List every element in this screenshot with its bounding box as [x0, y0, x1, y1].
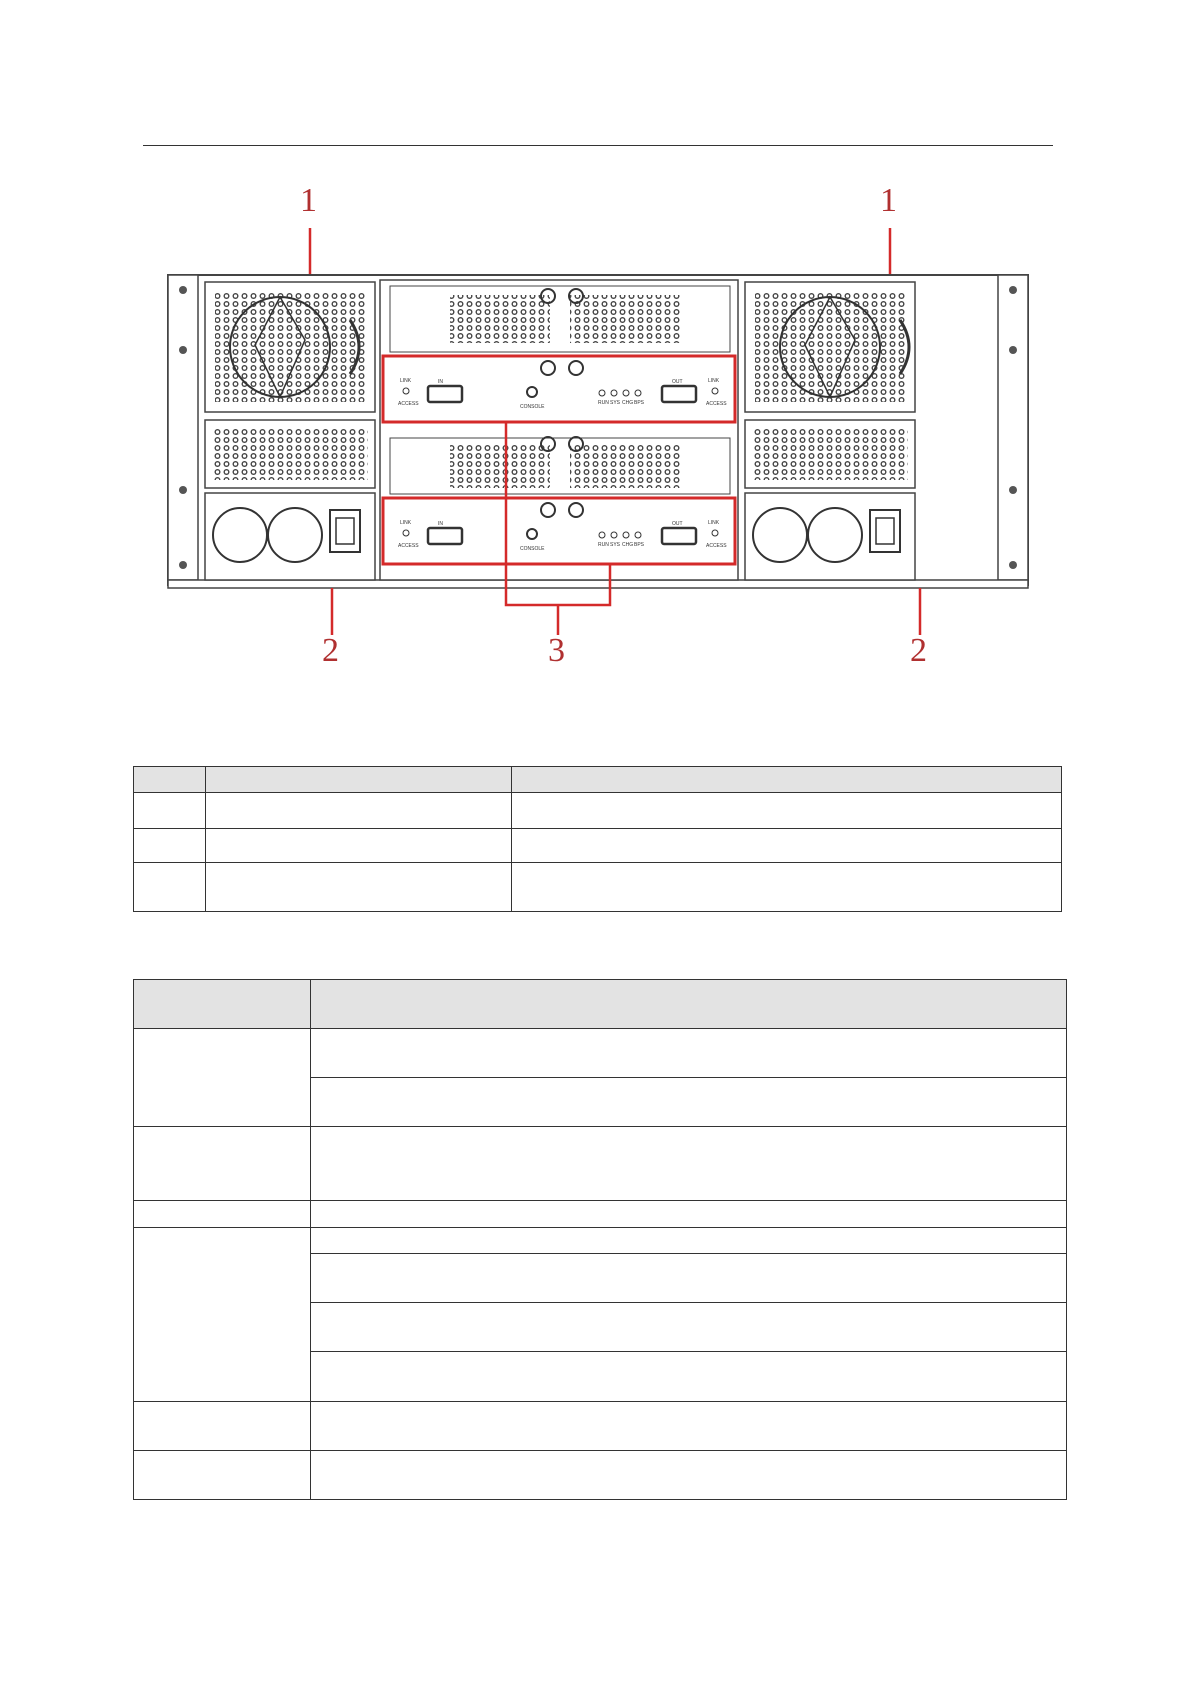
out-port-label: OUT	[672, 379, 683, 385]
table1-header-desc	[512, 767, 1062, 793]
table-row	[134, 829, 1062, 863]
table-row	[134, 1402, 1067, 1451]
header-rule	[143, 145, 1053, 146]
link-label: LINK	[708, 520, 720, 526]
controller-module-upper	[383, 356, 735, 422]
access-label: ACCESS	[706, 543, 727, 549]
access-label: ACCESS	[398, 401, 419, 407]
out-port-label: OUT	[672, 521, 683, 527]
callout-1-right: 1	[880, 182, 897, 219]
table2-header-name	[134, 980, 311, 1029]
in-port-label: IN	[438, 521, 443, 527]
table-row	[134, 863, 1062, 912]
link-label: LINK	[708, 378, 720, 384]
led-label: CHG	[622, 400, 634, 406]
link-label: LINK	[400, 378, 412, 384]
left-rack-ear	[168, 275, 198, 580]
table-row	[134, 1127, 1067, 1201]
in-port-label: IN	[438, 379, 443, 385]
indicator-table	[133, 979, 1067, 1500]
console-label: CONSOLE	[520, 546, 545, 552]
callout-2-left: 2	[322, 632, 339, 669]
led-label: CHG	[622, 542, 634, 548]
led-label: BPS	[634, 542, 645, 548]
led-label: RUN	[598, 542, 609, 548]
rear-panel-diagram	[150, 180, 1050, 680]
table1-header-no	[134, 767, 206, 793]
table-row	[134, 1029, 1067, 1078]
rear-panel-figure	[150, 180, 1050, 680]
callout-3: 3	[548, 632, 565, 669]
table-row	[134, 1201, 1067, 1228]
console-label: CONSOLE	[520, 404, 545, 410]
right-rack-ear	[998, 275, 1028, 580]
access-label: ACCESS	[706, 401, 727, 407]
table-row	[134, 793, 1062, 829]
table1-header-name	[206, 767, 512, 793]
table-row	[134, 1451, 1067, 1500]
led-label: BPS	[634, 400, 645, 406]
table2-header-desc	[311, 980, 1067, 1029]
led-label: SYS	[610, 542, 621, 548]
link-label: LINK	[400, 520, 412, 526]
controller-module-lower	[383, 498, 735, 564]
callout-1-left: 1	[300, 182, 317, 219]
led-label: SYS	[610, 400, 621, 406]
table-row	[134, 1228, 1067, 1254]
access-label: ACCESS	[398, 543, 419, 549]
led-label: RUN	[598, 400, 609, 406]
component-table	[133, 766, 1062, 912]
callout-2-right: 2	[910, 632, 927, 669]
